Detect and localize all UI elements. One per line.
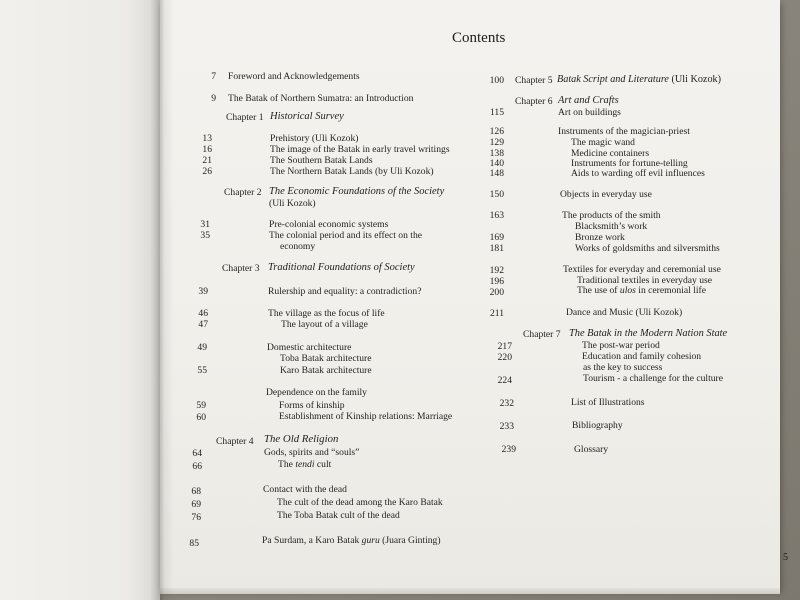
toc-page-number: 39: [198, 286, 208, 297]
toc-page-number: 126: [489, 126, 504, 137]
toc-entry-text: Prehistory (Uli Kozok): [270, 133, 359, 144]
toc-entry-text: Bronze work: [575, 232, 625, 243]
toc-entry-text: Establishment of Kinship relations: Marriage: [279, 411, 453, 422]
toc-page-number: 7: [211, 71, 216, 82]
toc-page-number: 46: [198, 308, 208, 319]
chapter-title: Art and Crafts: [558, 95, 619, 106]
toc-entry-text: Dependence on the family: [266, 387, 367, 398]
toc-entry-text: Art on buildings: [558, 107, 621, 118]
toc-page-number: 192: [489, 265, 504, 276]
left-page: [0, 0, 160, 600]
toc-page-number: 220: [497, 352, 512, 363]
toc-entry-text: Tourism - a challenge for the culture: [583, 373, 723, 384]
chapter-title: The Batak in the Modern Nation State: [569, 328, 728, 339]
toc-entry-text: Aids to warding off evil influences: [571, 168, 705, 179]
toc-entry-text: The layout of a village: [281, 319, 368, 330]
page-edge: [160, 588, 780, 594]
toc-page-number: 211: [489, 308, 504, 319]
toc-entry-italic: tendi: [295, 459, 315, 470]
toc-page-number: 9: [211, 93, 216, 104]
toc-page-number: 68: [191, 486, 201, 497]
toc-page-number: 59: [196, 400, 206, 411]
toc-entry-text: Medicine containers: [571, 148, 650, 159]
toc-entry-text: The magic wand: [571, 137, 635, 148]
toc-page-number: 200: [489, 287, 504, 298]
toc-entry-text: The cult of the dead among the Karo Batak: [277, 497, 443, 508]
toc-page-number: 13: [202, 133, 212, 144]
toc-page-number: 224: [497, 375, 512, 386]
toc-page-number: 60: [196, 412, 206, 423]
toc-entry-text: Rulership and equality: a contradiction?: [268, 286, 422, 297]
chapter-number: Chapter 7: [523, 329, 561, 340]
toc-page-number: 232: [499, 398, 514, 409]
toc-entry-text: The Southern Batak Lands: [270, 155, 373, 166]
toc-page-number: 148: [489, 168, 504, 179]
toc-entry-text: Forms of kinship: [279, 400, 345, 411]
toc-page-number: 47: [198, 319, 208, 330]
toc-page-number: 21: [202, 155, 212, 166]
toc-page-number: 35: [200, 230, 210, 241]
toc-entry-italic: guru: [361, 535, 380, 546]
chapter-number: Chapter 6: [515, 96, 553, 107]
chapter-title: The Old Religion: [264, 433, 339, 445]
chapter-title: Batak Script and Literature: [557, 74, 669, 85]
toc-entry-text: Gods, spirits and “souls”: [264, 447, 360, 458]
toc-entry-text: The Toba Batak cult of the dead: [277, 510, 400, 521]
book-gutter: [150, 0, 174, 600]
toc-entry-text: Traditional textiles in everyday use: [577, 275, 712, 286]
toc-entry-text: Pa Surdam, a Karo Batak guru (Juara Ginting): [262, 535, 441, 546]
chapter-number: Chapter 5: [515, 75, 553, 86]
toc-entry-text: The products of the smith: [562, 210, 661, 221]
toc-entry-text: Objects in everyday use: [560, 189, 652, 200]
toc-page-number: 76: [191, 512, 201, 523]
toc-entry-text: Blacksmith’s work: [575, 221, 648, 232]
toc-entry-text: The village as the focus of life: [268, 308, 385, 319]
toc-entry-text: The colonial period and its effect on the: [269, 230, 423, 241]
page-title: Contents: [452, 30, 506, 46]
toc-entry-text: Contact with the dead: [263, 484, 347, 495]
toc-entry-text: Dance and Music (Uli Kozok): [566, 307, 683, 318]
chapter-title: Traditional Foundations of Society: [268, 262, 415, 273]
toc-page-number: 150: [489, 189, 504, 200]
toc-page-number: 69: [191, 499, 201, 510]
toc-page-number: 138: [489, 148, 504, 159]
chapter-number: Chapter 2: [224, 187, 262, 198]
toc-entry-text: Bibliography: [572, 420, 623, 431]
chapter-title-line: Batak Script and Literature (Uli Kozok): [557, 74, 722, 85]
toc-entry-text: The use of ulos in ceremonial life: [577, 285, 706, 296]
toc-entry-text: Karo Batak architecture: [280, 365, 372, 376]
toc-page-number: 31: [200, 219, 210, 230]
chapter-title: Historical Survey: [270, 111, 344, 122]
toc-entry-text: Textiles for everyday and ceremonial use: [563, 264, 721, 275]
toc-entry-text: Works of goldsmiths and silversmiths: [575, 243, 720, 254]
toc-page-number: 115: [489, 107, 504, 118]
toc-entry-text: The post-war period: [582, 340, 660, 351]
chapter-number: Chapter 3: [222, 263, 260, 274]
toc-entry-text: The Batak of Northern Sumatra: an Introduction: [228, 93, 414, 104]
toc-page-number: 49: [197, 342, 207, 353]
chapter-title: The Economic Foundations of the Society: [269, 186, 445, 197]
toc-page-number: 66: [192, 461, 202, 472]
toc-entry-text: The image of the Batak in early travel writings: [270, 144, 450, 155]
toc-entry-text: Instruments for fortune-telling: [571, 158, 688, 169]
toc-entry-text: Instruments of the magician-priest: [558, 126, 690, 137]
toc-entry-text: as the key to success: [583, 362, 663, 373]
toc-entry-text: Foreword and Acknowledgements: [228, 71, 360, 82]
toc-entry-text: List of Illustrations: [571, 397, 645, 408]
toc-page-number: 129: [489, 137, 504, 148]
toc-page-number: 169: [489, 232, 504, 243]
toc-page-number: 217: [497, 341, 512, 352]
toc-entry-text: Pre-colonial economic systems: [269, 219, 389, 230]
chapter-number: Chapter 1: [226, 112, 264, 123]
toc-page-number: 140: [489, 158, 504, 169]
toc-page-number: 26: [202, 166, 212, 177]
toc-page-number: 100: [489, 75, 504, 86]
toc-entry-text: Education and family cohesion: [582, 351, 702, 362]
toc-page-number: 233: [499, 421, 514, 432]
page-number: 5: [783, 552, 788, 563]
toc-entry-italic: ulos: [619, 285, 636, 296]
toc-page-number: 85: [189, 538, 199, 549]
toc-entry-text: Toba Batak architecture: [280, 353, 372, 364]
toc-page-number: 181: [489, 243, 504, 254]
toc-page-number: 196: [489, 276, 504, 287]
toc-entry-text: The Northern Batak Lands (by Uli Kozok): [270, 166, 434, 177]
toc-page-number: 64: [192, 448, 202, 459]
toc-entry-text: (Uli Kozok): [269, 198, 316, 209]
toc-page-number: 16: [202, 144, 212, 155]
toc-page-number: 239: [501, 444, 516, 455]
toc-page-number: 163: [489, 210, 504, 221]
toc-entry-text: economy: [280, 241, 316, 252]
chapter-number: Chapter 4: [216, 436, 254, 447]
toc-page-number: 55: [197, 365, 207, 376]
toc-entry-text: Glossary: [574, 444, 609, 455]
toc-entry-text: The tendi cult: [278, 459, 332, 470]
toc-entry-text: Domestic architecture: [267, 342, 352, 353]
